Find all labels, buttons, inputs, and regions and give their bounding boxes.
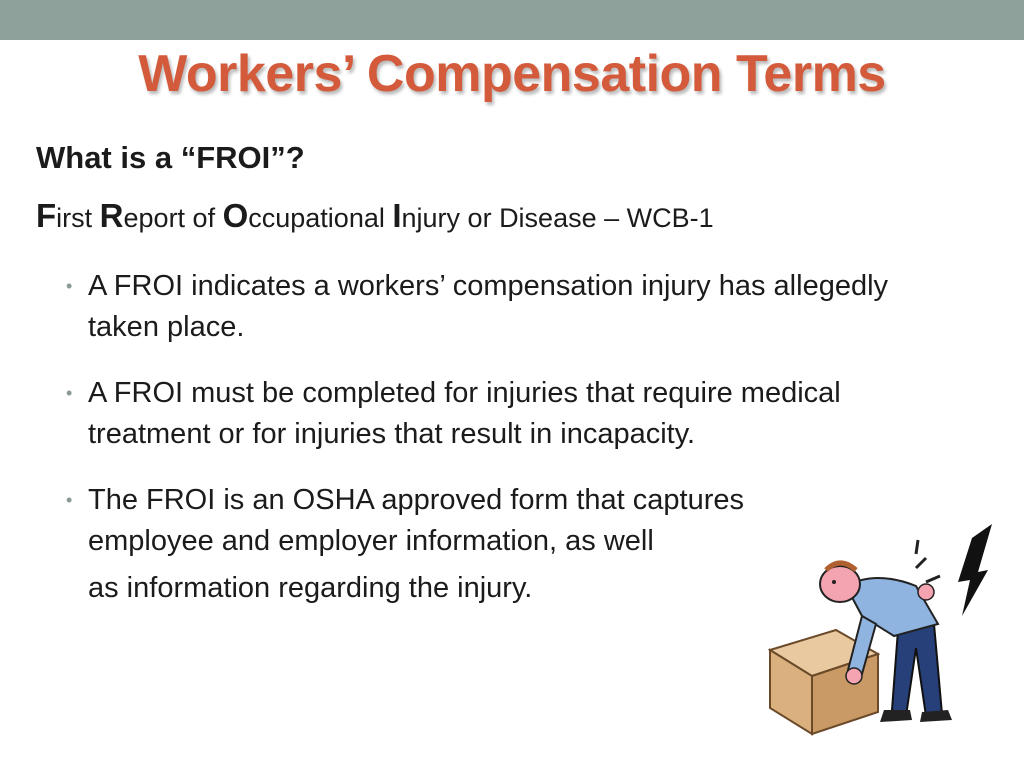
slide-title: Workers’ Compensation Terms bbox=[138, 45, 886, 103]
acronym-letter: O bbox=[222, 197, 249, 234]
bullet-text: A FROI must be completed for injuries that require medical treatment or for injuries that result in incapacity. bbox=[88, 377, 841, 450]
acronym-word-rest: eport of bbox=[123, 203, 223, 233]
acronym-word-rest: irst bbox=[56, 203, 100, 233]
top-accent-bar bbox=[0, 0, 1024, 40]
acronym-letter: R bbox=[99, 197, 124, 234]
acronym-word-rest: njury or Disease – WCB-1 bbox=[401, 203, 714, 233]
bullet-item bbox=[66, 373, 948, 455]
acronym-expansion bbox=[36, 197, 714, 235]
acronym-letter: I bbox=[392, 197, 402, 234]
bullet-dot-icon: • bbox=[66, 383, 73, 403]
bullet-item bbox=[66, 266, 948, 348]
bullet-text: A FROI indicates a workers’ compensation injury has allegedly taken place. bbox=[88, 270, 889, 343]
worker-back-injury-icon bbox=[766, 520, 1002, 744]
bullet-dot-icon: • bbox=[66, 276, 73, 296]
acronym-word-rest: ccupational bbox=[248, 203, 393, 233]
bullet-text: The FROI is an OSHA approved form that captures employee and employer information, as well bbox=[88, 484, 745, 557]
bullet-dot-icon: • bbox=[66, 490, 73, 510]
froi-question: What is a “FROI”? bbox=[36, 140, 305, 175]
bullet-continuation: as information regarding the injury. bbox=[88, 572, 533, 604]
acronym-letter: F bbox=[36, 197, 57, 234]
bullet-item bbox=[66, 480, 768, 562]
